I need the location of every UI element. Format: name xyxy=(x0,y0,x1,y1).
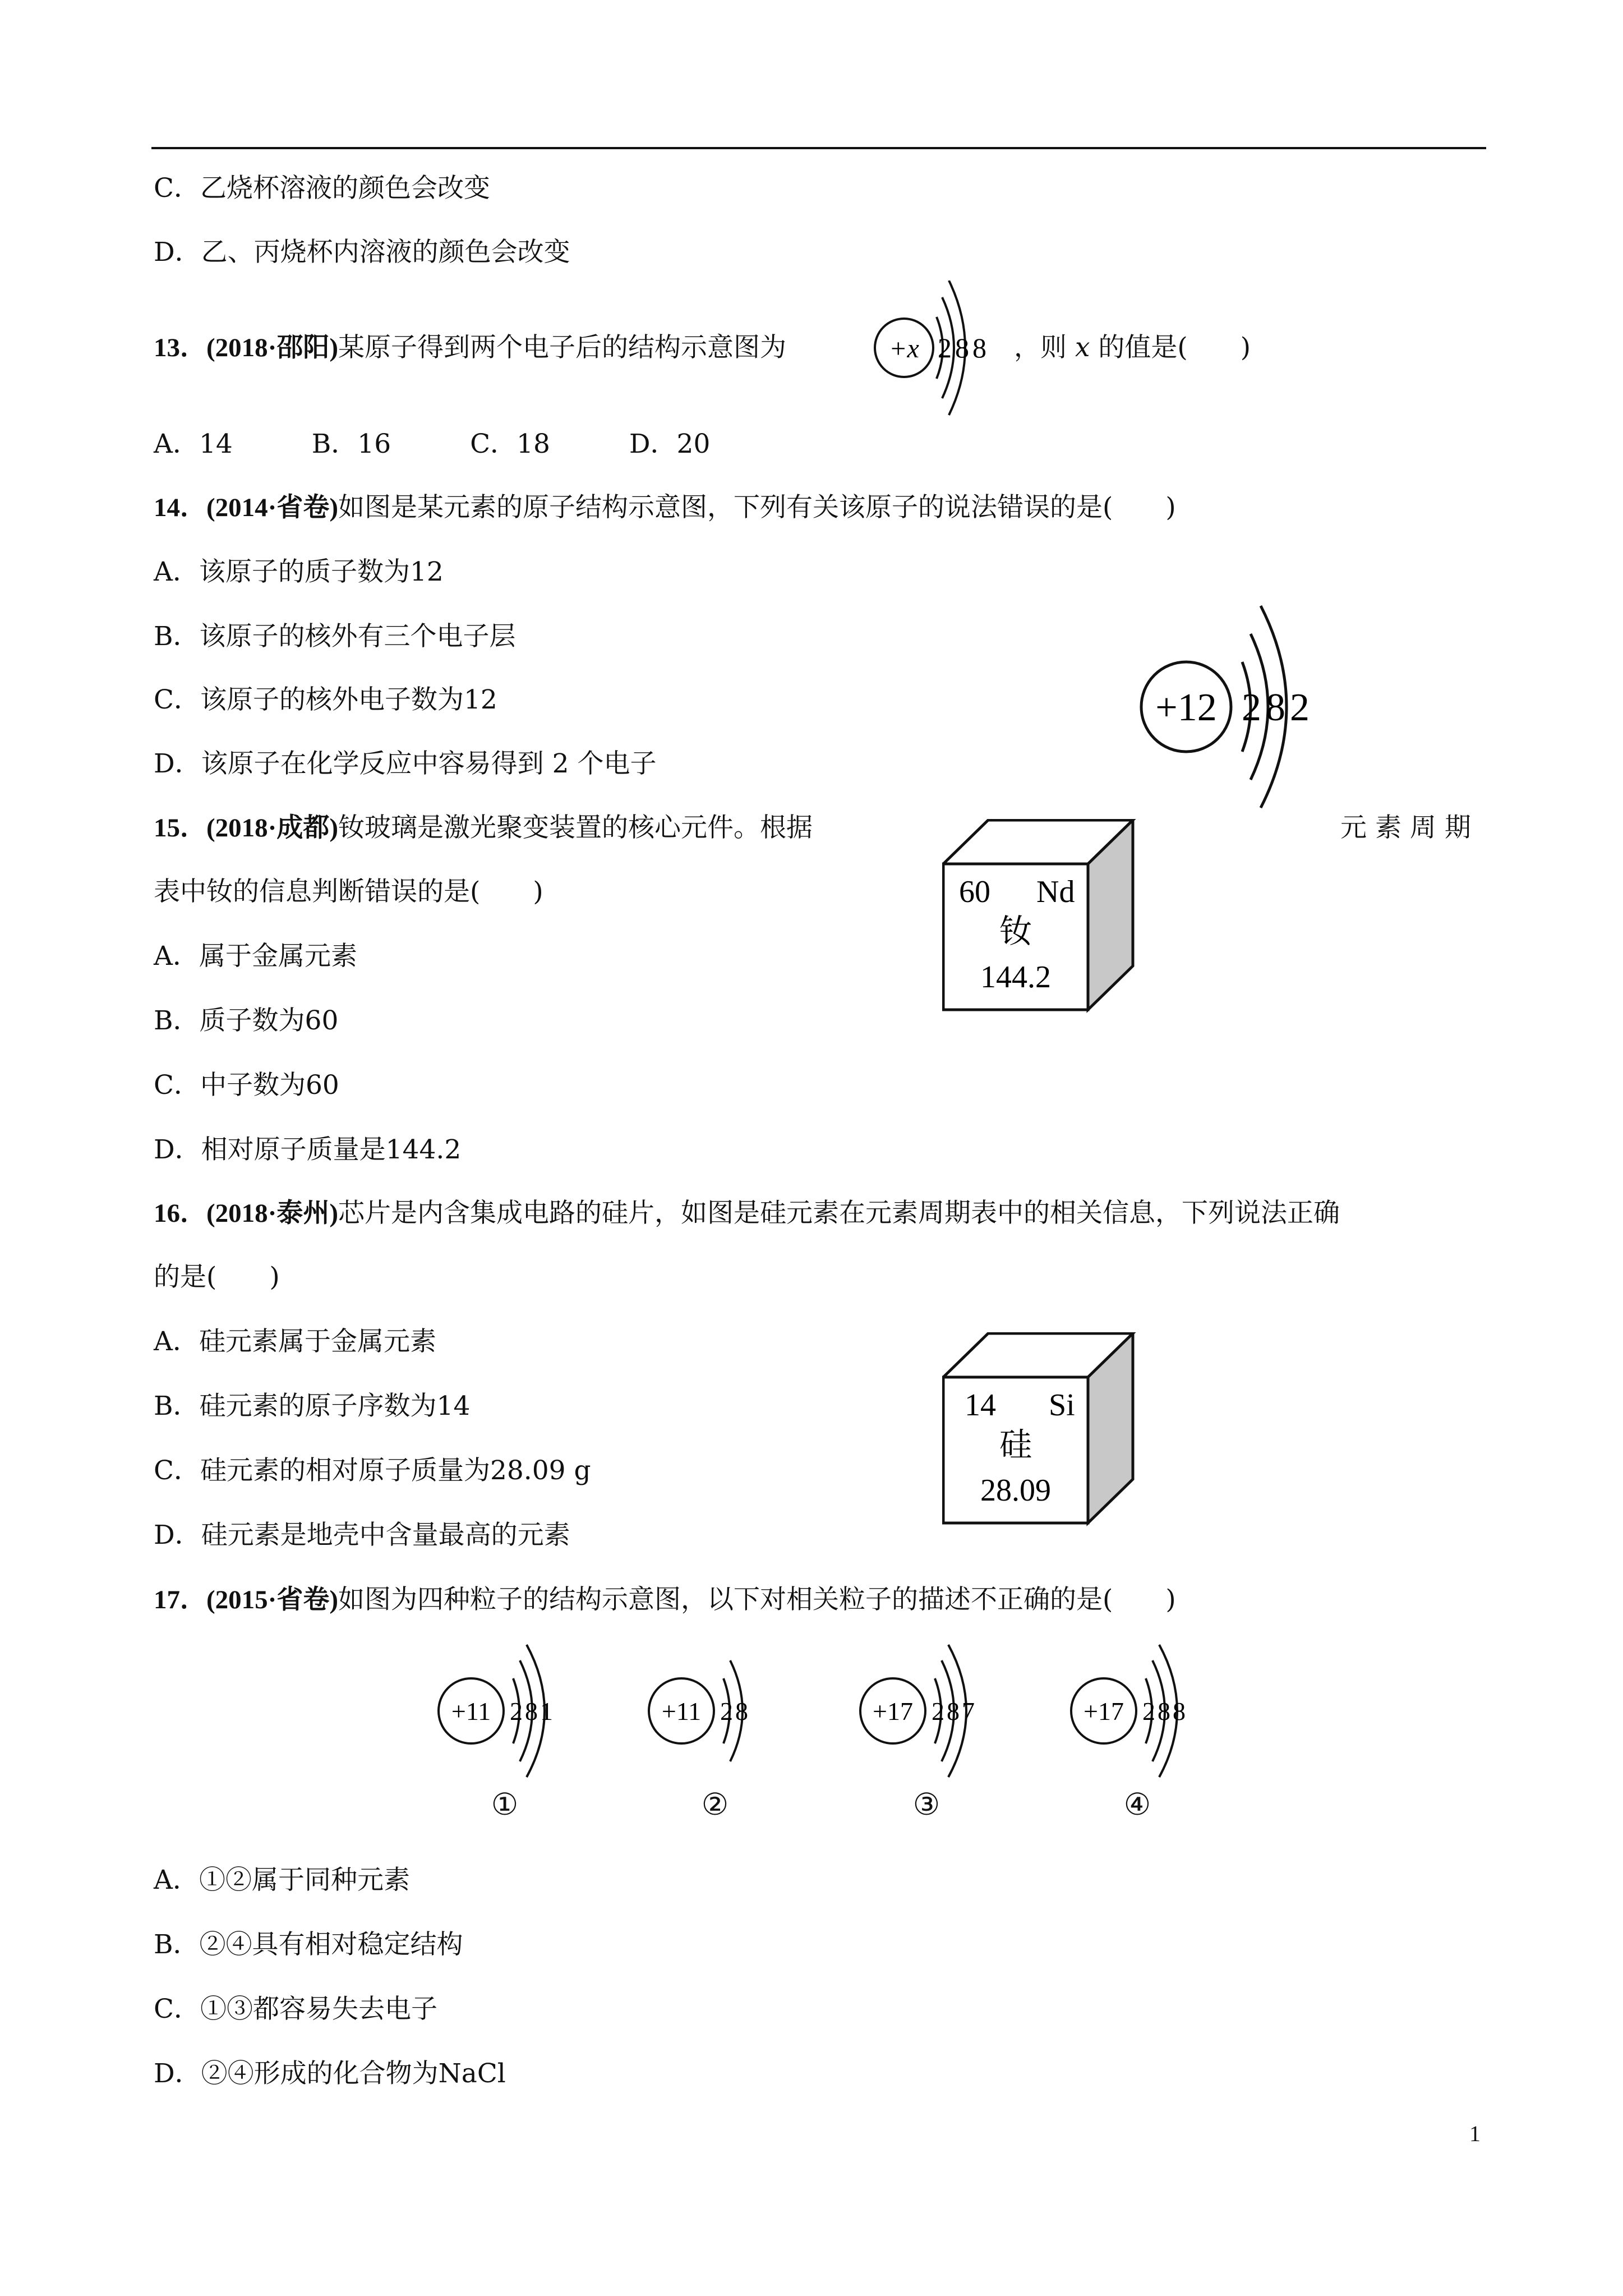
q14-option-b: B．该原子的核外有三个电子层 xyxy=(154,621,516,652)
page-number: 1 xyxy=(1469,2121,1481,2146)
particle-4-label: ④ xyxy=(1123,1788,1151,1821)
q14-atom-diagram xyxy=(1138,600,1329,813)
question-number: 16． xyxy=(154,1199,206,1228)
nucleus-charge: +11 xyxy=(661,1697,702,1726)
shell-electrons: 287 xyxy=(932,1697,977,1726)
q17-option-d: D．②④形成的化合物为NaCl xyxy=(154,2058,506,2089)
question-source: (2018·泰州) xyxy=(206,1199,338,1228)
shell-electrons: 281 xyxy=(510,1697,555,1726)
question-number: 14． xyxy=(154,493,206,522)
q14-stem xyxy=(154,491,1176,524)
atomic-number: 60 xyxy=(959,875,990,909)
shell-electrons: 288 xyxy=(1142,1697,1188,1726)
q15-option-a: A．属于金属元素 xyxy=(154,941,357,972)
q15-option-b: B．质子数为60 xyxy=(154,1005,339,1036)
question-text: 钕玻璃是激光聚变装置的核心元件。根据 xyxy=(338,812,813,843)
q15-stem-right: 元 素 周 期 xyxy=(1340,812,1471,843)
q16-stem xyxy=(154,1197,1340,1230)
shell-electrons: 282 xyxy=(1242,686,1314,729)
atomic-number: 14 xyxy=(965,1388,996,1423)
q15-stem-line2: 表中钕的信息判断错误的是( ) xyxy=(154,876,543,907)
si-element-cube xyxy=(942,1332,1144,1529)
element-symbol: Si xyxy=(1049,1388,1075,1423)
q14-option-a: A．该原子的质子数为12 xyxy=(154,556,444,587)
q14-option-d: D．该原子在化学反应中容易得到 2 个电子 xyxy=(154,748,657,779)
q13-stem-tail xyxy=(1014,331,1251,365)
nucleus-charge: +17 xyxy=(873,1697,913,1726)
nucleus-charge: +x xyxy=(889,334,919,364)
q17-stem xyxy=(154,1583,1176,1617)
q12-option-d: D．乙、丙烧杯内溶液的颜色会改变 xyxy=(154,237,570,268)
shell-electrons: 288 xyxy=(938,332,990,364)
particle-2-label: ② xyxy=(701,1788,729,1821)
q16-option-d: D．硅元素是地壳中含量最高的元素 xyxy=(154,1520,570,1550)
nucleus-charge: +17 xyxy=(1083,1697,1124,1726)
question-text: 芯片是内含集成电路的硅片，如图是硅元素在元素周期表中的相关信息，下列说法正确 xyxy=(338,1198,1340,1228)
element-name: 硅 xyxy=(999,1427,1032,1463)
q15-option-c: C．中子数为60 xyxy=(154,1070,339,1101)
atomic-mass: 28.09 xyxy=(980,1473,1051,1508)
q16-option-a: A．硅元素属于金属元素 xyxy=(154,1326,436,1357)
q16-option-b: B．硅元素的原子序数为14 xyxy=(154,1391,471,1421)
question-source: (2018·邵阳) xyxy=(206,333,338,362)
q17-option-c: C．①③都容易失去电子 xyxy=(154,1994,437,2024)
element-symbol: Nd xyxy=(1036,875,1075,909)
q17-option-b: B．②④具有相对稳定结构 xyxy=(154,1929,463,1960)
question-text: 如图是某元素的原子结构示意图，下列有关该原子的说法错误的是( ) xyxy=(338,492,1176,523)
q15-stem xyxy=(154,811,813,845)
particle-3-label: ③ xyxy=(912,1788,940,1821)
q13-options: A．14 B．16 C．18 D．20 xyxy=(154,429,711,459)
q15-option-d: D．相对原子质量是144.2 xyxy=(154,1134,462,1165)
q13-variable: x xyxy=(1075,332,1090,363)
q12-option-c: C．乙烧杯溶液的颜色会改变 xyxy=(154,173,490,204)
q13-stem xyxy=(154,331,786,365)
particle-1-diagram xyxy=(435,1644,580,1778)
atomic-mass: 144.2 xyxy=(980,960,1051,995)
question-source: (2018·成都) xyxy=(206,813,338,843)
question-source: (2015·省卷) xyxy=(206,1585,338,1614)
q17-option-a: A．①②属于同种元素 xyxy=(154,1865,410,1895)
q13-atom-diagram xyxy=(869,280,1004,426)
nucleus-charge: +12 xyxy=(1155,686,1217,729)
particle-4-diagram xyxy=(1067,1644,1213,1778)
particle-3-diagram xyxy=(856,1644,1002,1778)
q16-stem-line2: 的是( ) xyxy=(154,1262,280,1292)
nucleus-charge: +11 xyxy=(451,1697,491,1726)
q13-tail-text-2: 的值是( ) xyxy=(1090,332,1251,363)
header-rule xyxy=(151,147,1486,149)
question-number: 15． xyxy=(154,813,206,843)
particle-2-diagram xyxy=(645,1644,791,1778)
question-text: 如图为四种粒子的结构示意图，以下对相关粒子的描述不正确的是( ) xyxy=(338,1584,1176,1615)
question-number: 17． xyxy=(154,1585,206,1614)
q13-tail-text: ，则 xyxy=(1014,332,1075,363)
q14-option-c: C．该原子的核外电子数为12 xyxy=(154,684,497,715)
question-text: 某原子得到两个电子后的结构示意图为 xyxy=(338,332,786,363)
nd-element-cube xyxy=(942,819,1144,1015)
element-name: 钕 xyxy=(999,913,1032,950)
question-source: (2014·省卷) xyxy=(206,493,338,522)
particle-1-label: ① xyxy=(491,1788,519,1821)
q16-option-c: C．硅元素的相对原子质量为28.09 g xyxy=(154,1455,591,1486)
question-number: 13． xyxy=(154,333,206,362)
shell-electrons: 28 xyxy=(720,1697,750,1726)
